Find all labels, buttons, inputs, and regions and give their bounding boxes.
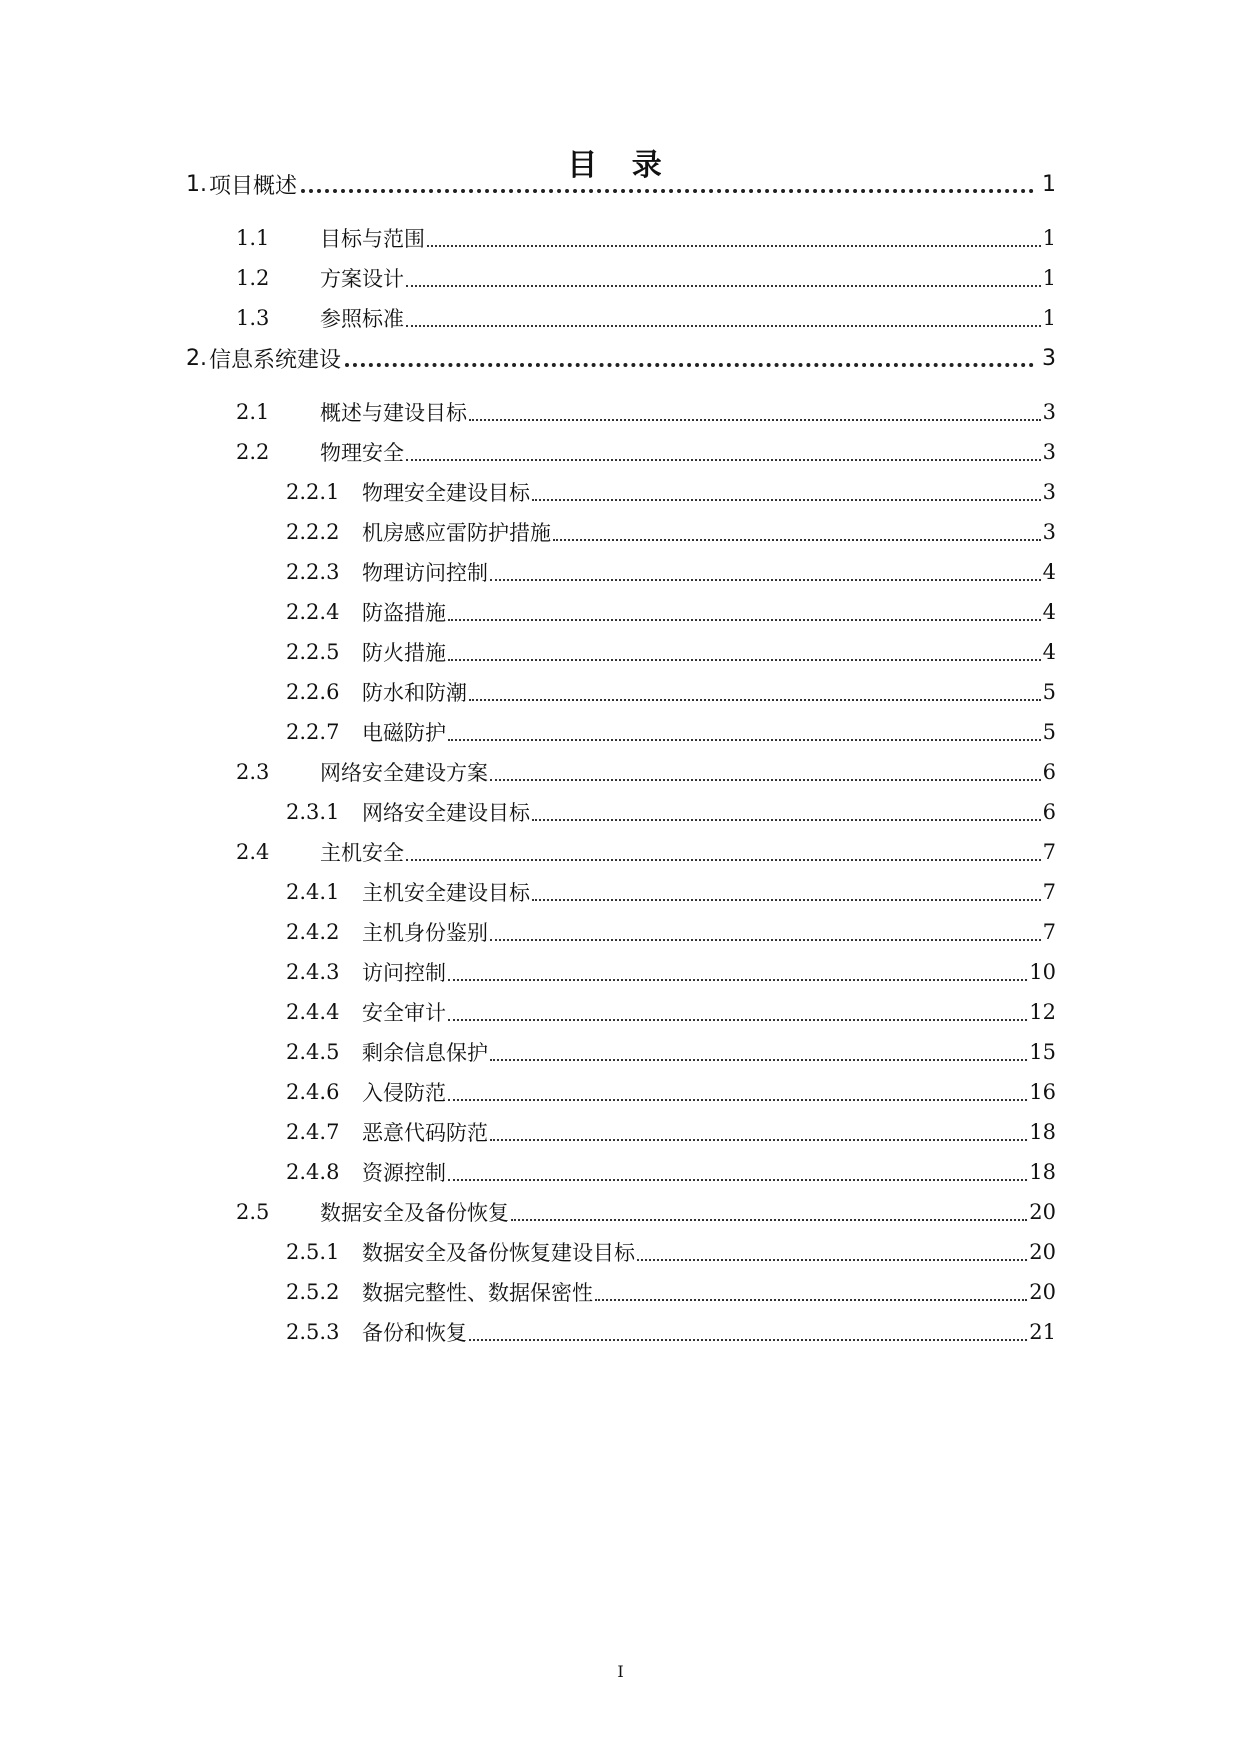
toc-entry-1-1[interactable] xyxy=(236,220,1056,256)
toc-entry-number: 2.2.5 xyxy=(286,640,340,664)
toc-entry-title: 恶意代码防范 xyxy=(362,1121,488,1145)
toc-entry-number: 2.2.1 xyxy=(286,480,340,504)
toc-entry-title: 剩余信息保护 xyxy=(362,1041,488,1065)
toc-entry-2[interactable] xyxy=(186,340,1056,376)
dot-leader xyxy=(469,419,1041,421)
toc-entry-title: 数据完整性、数据保密性 xyxy=(362,1281,593,1305)
toc-entry-page: 1 xyxy=(1042,266,1056,290)
toc-entry-number: 2.4.7 xyxy=(286,1120,340,1144)
dot-leader xyxy=(532,899,1041,901)
toc-entry-page: 7 xyxy=(1042,840,1056,864)
dot-leader xyxy=(553,539,1041,541)
toc-entry-2-4[interactable] xyxy=(236,834,1056,870)
toc-entry-2-4-6[interactable] xyxy=(286,1074,1056,1110)
toc-entry-title: 防盗措施 xyxy=(362,601,446,625)
toc-entry-page: 3 xyxy=(1042,480,1056,504)
toc-entry-page: 10 xyxy=(1029,960,1056,984)
toc-entry-page: 4 xyxy=(1042,640,1056,664)
dot-leader xyxy=(448,1019,1027,1021)
toc-entry-title: 主机身份鉴别 xyxy=(362,921,488,945)
toc-entry-number: 1.2 xyxy=(236,266,270,290)
toc-entry-number: 1. xyxy=(186,171,207,197)
toc-entry-number: 2. xyxy=(186,345,207,371)
toc-entry-page: 1 xyxy=(1042,306,1056,330)
toc-entry-title: 资源控制 xyxy=(362,1161,446,1185)
toc-entry-title: 物理安全 xyxy=(320,441,404,465)
dot-leader xyxy=(448,659,1041,661)
toc-entry-number: 2.1 xyxy=(236,400,270,424)
toc-entry-title: 项目概述 xyxy=(209,173,298,199)
toc-entry-title: 概述与建设目标 xyxy=(320,401,467,425)
toc-entry-2-2-2[interactable] xyxy=(286,514,1056,550)
toc-entry-2-4-1[interactable] xyxy=(286,874,1056,910)
toc-entry-2-4-4[interactable] xyxy=(286,994,1056,1030)
toc-entry-2-3-1[interactable] xyxy=(286,794,1056,830)
toc-entry-page: 15 xyxy=(1029,1040,1056,1064)
toc-entry-title: 信息系统建设 xyxy=(209,347,342,373)
dot-leader xyxy=(427,245,1041,247)
toc-entry-number: 2.5 xyxy=(236,1200,270,1224)
toc-entry-page: 4 xyxy=(1042,560,1056,584)
toc-entry-2-2-1[interactable] xyxy=(286,474,1056,510)
toc-entry-number: 1.3 xyxy=(236,306,270,330)
toc-entry-number: 2.4.1 xyxy=(286,880,340,904)
toc-entry-title: 主机安全 xyxy=(320,841,404,865)
toc-entry-page: 6 xyxy=(1042,760,1056,784)
toc-entry-title: 入侵防范 xyxy=(362,1081,446,1105)
toc-entry-title: 参照标准 xyxy=(320,307,404,331)
toc-entry-page: 1 xyxy=(1042,226,1056,250)
toc-entry-2-2-4[interactable] xyxy=(286,594,1056,630)
toc-entry-2-4-3[interactable] xyxy=(286,954,1056,990)
toc-entry-number: 2.5.1 xyxy=(286,1240,340,1264)
dot-leader xyxy=(345,363,1034,367)
toc-entry-2-4-8[interactable] xyxy=(286,1154,1056,1190)
toc-entry-title: 备份和恢复 xyxy=(362,1321,467,1345)
toc-entry-page: 20 xyxy=(1029,1200,1056,1224)
toc-entry-number: 2.4.6 xyxy=(286,1080,340,1104)
toc-entry-title: 网络安全建设目标 xyxy=(362,801,530,825)
dot-leader xyxy=(406,285,1041,287)
dot-leader xyxy=(511,1219,1027,1221)
toc-entry-title: 数据安全及备份恢复建设目标 xyxy=(362,1241,635,1265)
dot-leader xyxy=(490,939,1041,941)
toc-entry-2-2[interactable] xyxy=(236,434,1056,470)
dot-leader xyxy=(490,1059,1027,1061)
toc-entry-title: 方案设计 xyxy=(320,267,404,291)
dot-leader xyxy=(448,1179,1027,1181)
toc-entry-2-5-2[interactable] xyxy=(286,1274,1056,1310)
toc-entry-title: 安全审计 xyxy=(362,1001,446,1025)
toc-entry-page: 20 xyxy=(1029,1240,1056,1264)
dot-leader xyxy=(469,1339,1027,1341)
dot-leader xyxy=(406,325,1041,327)
toc-entry-page: 1 xyxy=(1042,171,1056,197)
toc-entry-title: 防火措施 xyxy=(362,641,446,665)
toc-entry-page: 21 xyxy=(1029,1320,1056,1344)
toc-entry-page: 12 xyxy=(1029,1000,1056,1024)
toc-entry-number: 2.4.4 xyxy=(286,1000,340,1024)
toc-entry-number: 2.3 xyxy=(236,760,270,784)
toc-entry-2-4-2[interactable] xyxy=(286,914,1056,950)
toc-entry-page: 5 xyxy=(1042,720,1056,744)
toc-entry-number: 2.2.2 xyxy=(286,520,340,544)
toc-entry-page: 6 xyxy=(1042,800,1056,824)
toc-entry-title: 物理访问控制 xyxy=(362,561,488,585)
toc-entry-page: 5 xyxy=(1042,680,1056,704)
toc-entry-title: 电磁防护 xyxy=(362,721,446,745)
toc-entry-page: 3 xyxy=(1042,400,1056,424)
dot-leader xyxy=(448,619,1041,621)
toc-entry-number: 2.2.7 xyxy=(286,720,340,744)
dot-leader xyxy=(490,1139,1027,1141)
toc-entry-title: 数据安全及备份恢复 xyxy=(320,1201,509,1225)
toc-entry-title: 网络安全建设方案 xyxy=(320,761,488,785)
dot-leader xyxy=(448,739,1041,741)
toc-entry-2-2-7[interactable] xyxy=(286,714,1056,750)
toc-entry-number: 2.4 xyxy=(236,840,270,864)
toc-entry-title: 主机安全建设目标 xyxy=(362,881,530,905)
toc-entry-number: 2.2.6 xyxy=(286,680,340,704)
dot-leader xyxy=(532,499,1041,501)
toc-entry-title: 访问控制 xyxy=(362,961,446,985)
toc-entry-page: 18 xyxy=(1029,1160,1056,1184)
toc-entry-2-4-5[interactable] xyxy=(286,1034,1056,1070)
toc-entry-page: 18 xyxy=(1029,1120,1056,1144)
dot-leader xyxy=(301,189,1034,193)
toc-entry-number: 2.5.2 xyxy=(286,1280,340,1304)
dot-leader xyxy=(406,459,1041,461)
dot-leader xyxy=(490,579,1041,581)
dot-leader xyxy=(595,1299,1027,1301)
toc-entry-2-2-6[interactable] xyxy=(286,674,1056,710)
toc-entry-title: 防水和防潮 xyxy=(362,681,467,705)
dot-leader xyxy=(532,819,1041,821)
toc-entry-1-2[interactable] xyxy=(236,260,1056,296)
toc-entry-number: 2.4.8 xyxy=(286,1160,340,1184)
toc-entry-2-2-3[interactable] xyxy=(286,554,1056,590)
toc-entry-number: 2.2 xyxy=(236,440,270,464)
toc-entry-2-2-5[interactable] xyxy=(286,634,1056,670)
toc-entry-2-5[interactable] xyxy=(236,1194,1056,1230)
toc-entry-number: 2.5.3 xyxy=(286,1320,340,1344)
toc-entry-number: 1.1 xyxy=(236,226,270,250)
toc-entry-2-1[interactable] xyxy=(236,394,1056,430)
dot-leader xyxy=(448,979,1027,981)
dot-leader xyxy=(448,1099,1027,1101)
toc-entry-page: 3 xyxy=(1042,520,1056,544)
page-number-footer: I xyxy=(617,1662,624,1681)
toc-entry-1[interactable] xyxy=(186,166,1056,202)
toc-entry-number: 2.2.4 xyxy=(286,600,340,624)
toc-entry-1-3[interactable] xyxy=(236,300,1056,336)
dot-leader xyxy=(637,1259,1027,1261)
toc-entry-number: 2.3.1 xyxy=(286,800,340,824)
toc-entry-page: 3 xyxy=(1042,440,1056,464)
toc-title: 目 录 xyxy=(567,148,674,183)
toc-entry-2-4-7[interactable] xyxy=(286,1114,1056,1150)
toc-entry-page: 4 xyxy=(1042,600,1056,624)
toc-entry-number: 2.4.2 xyxy=(286,920,340,944)
dot-leader xyxy=(490,779,1041,781)
toc-entry-page: 16 xyxy=(1029,1080,1056,1104)
toc-entry-page: 7 xyxy=(1042,880,1056,904)
toc-entry-2-3[interactable] xyxy=(236,754,1056,790)
toc-entry-2-5-3[interactable] xyxy=(286,1314,1056,1350)
toc-entry-number: 2.4.5 xyxy=(286,1040,340,1064)
toc-entry-title: 物理安全建设目标 xyxy=(362,481,530,505)
toc-entry-title: 机房感应雷防护措施 xyxy=(362,521,551,545)
toc-entry-number: 2.2.3 xyxy=(286,560,340,584)
toc-entry-page: 3 xyxy=(1042,345,1056,371)
toc-entry-number: 2.4.3 xyxy=(286,960,340,984)
dot-leader xyxy=(469,699,1041,701)
toc-entry-title: 目标与范围 xyxy=(320,227,425,251)
toc-entry-2-5-1[interactable] xyxy=(286,1234,1056,1270)
toc-entry-page: 7 xyxy=(1042,920,1056,944)
dot-leader xyxy=(406,859,1041,861)
toc-entry-page: 20 xyxy=(1029,1280,1056,1304)
